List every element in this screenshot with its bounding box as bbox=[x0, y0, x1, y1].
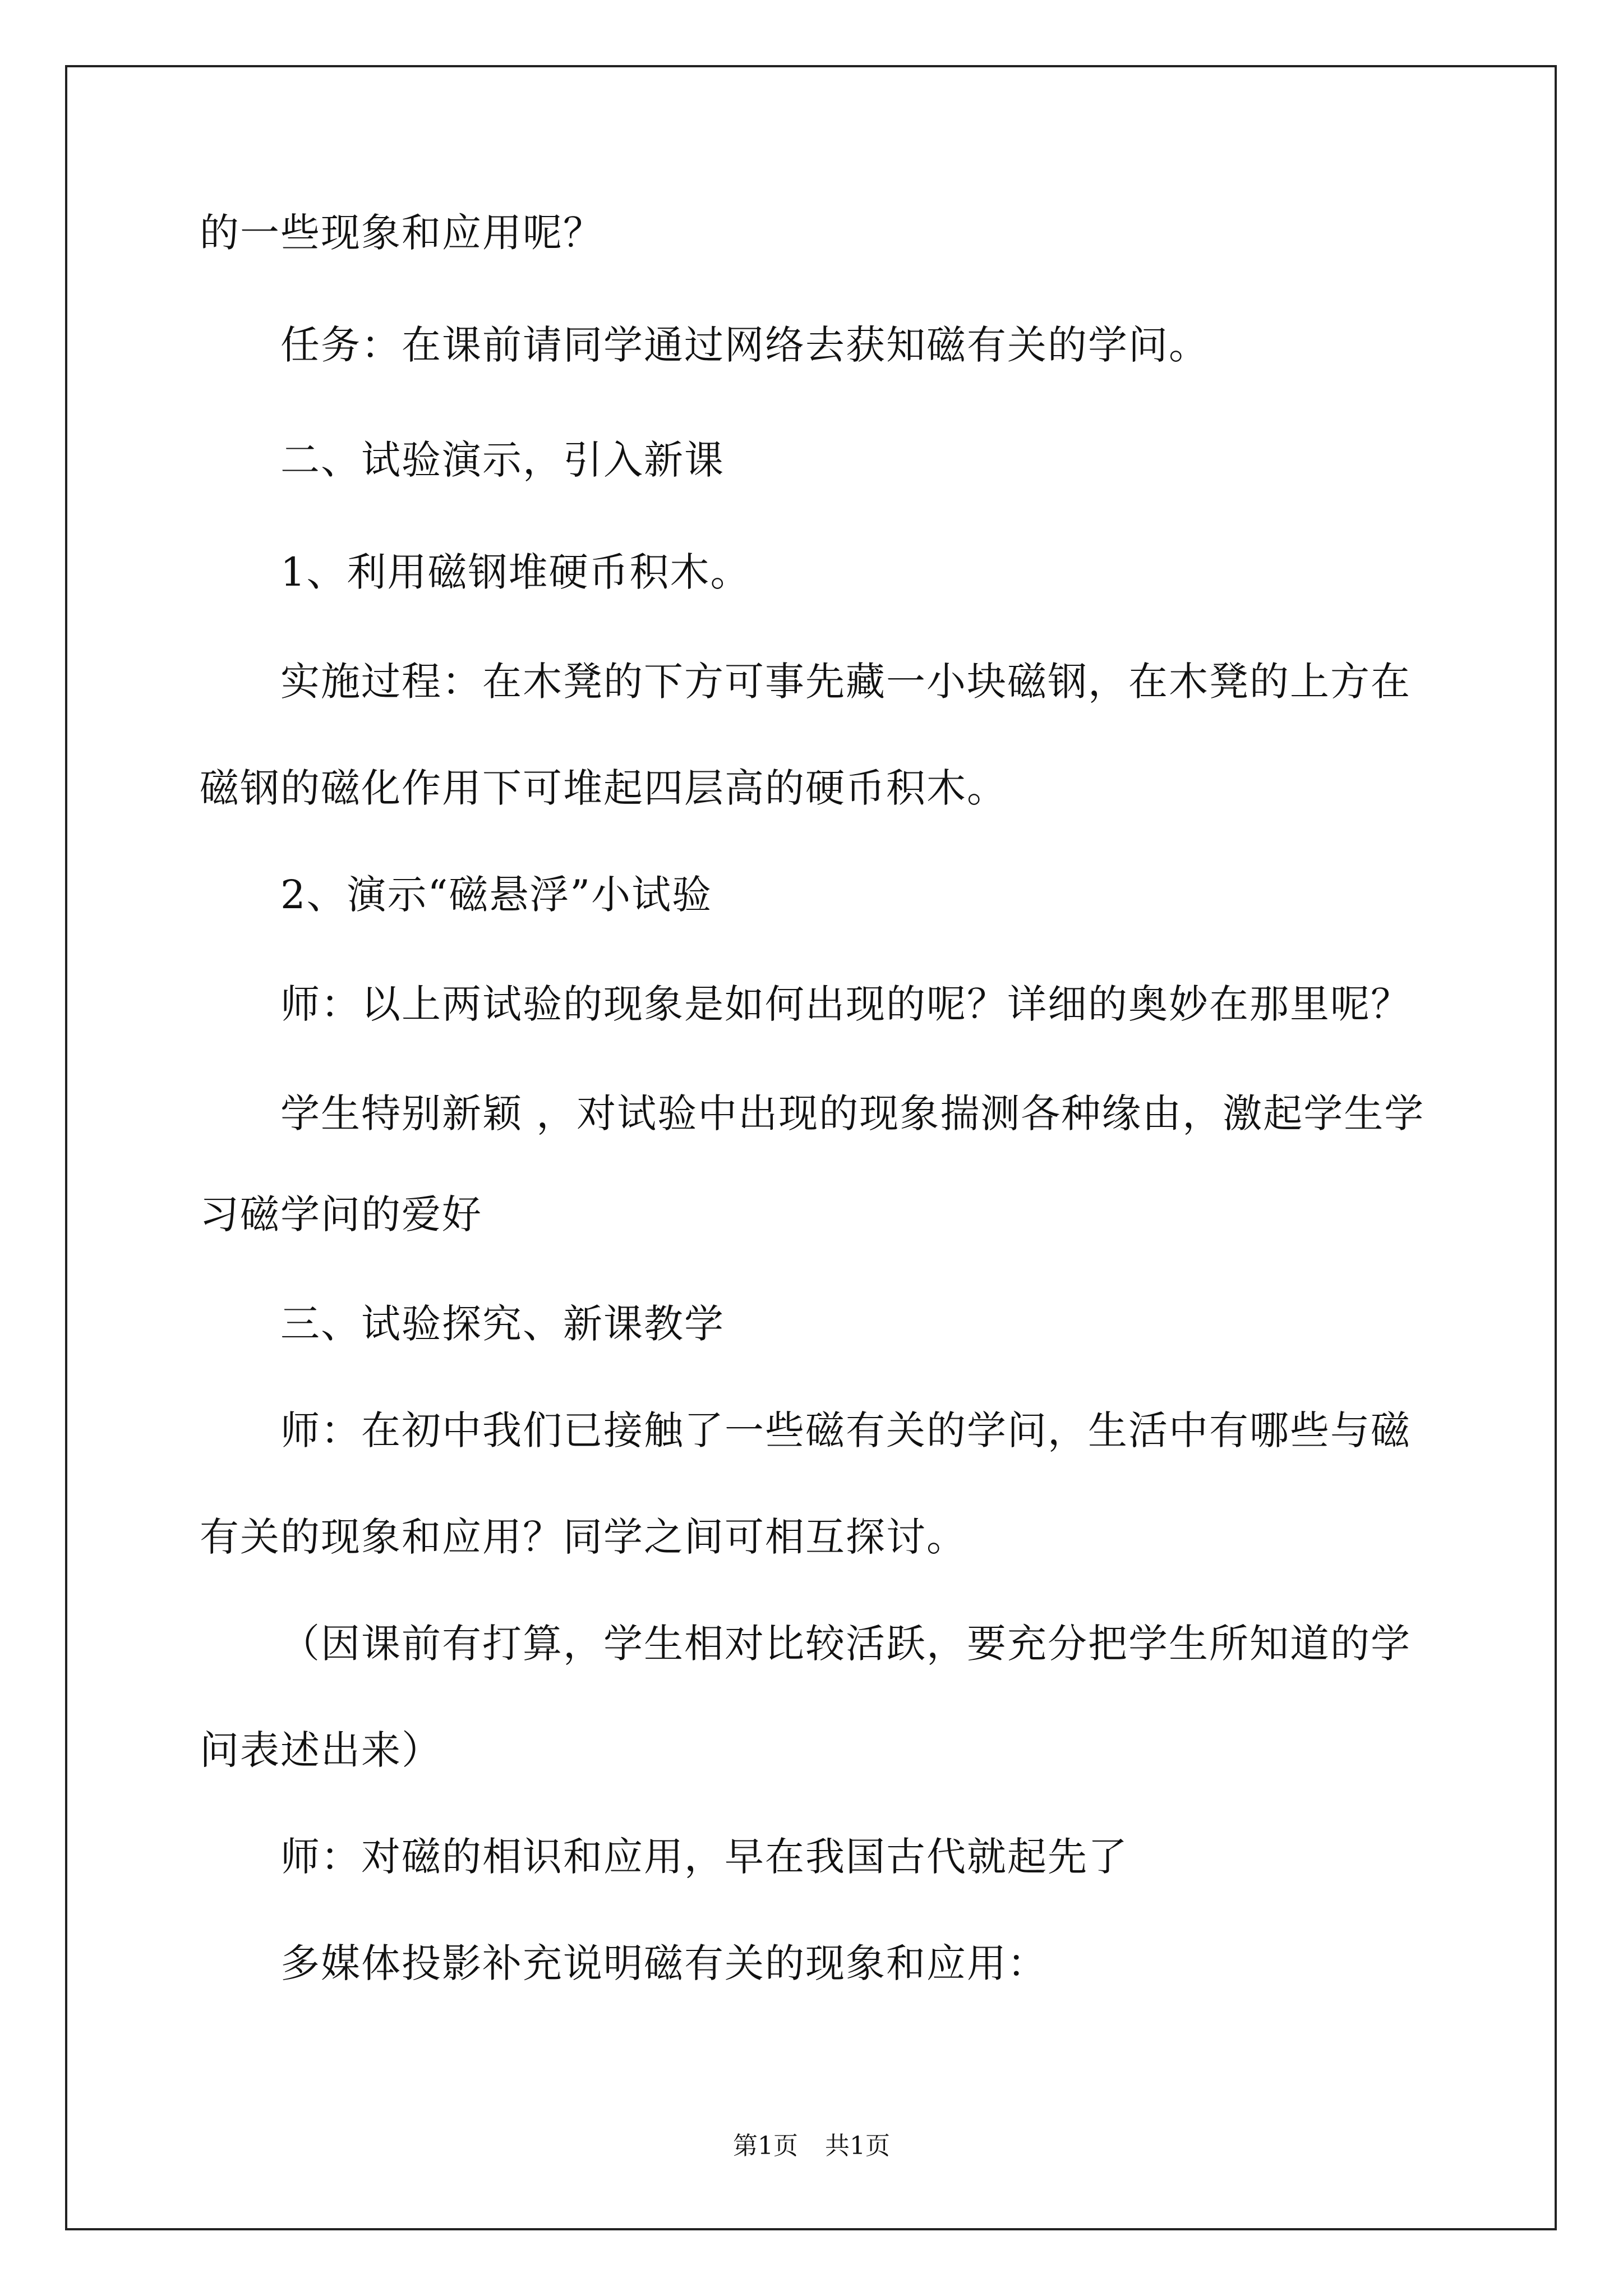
page-total: 共1页 bbox=[825, 2132, 890, 2160]
section-heading: 二、试验演示，引入新课 bbox=[280, 437, 725, 483]
text-line: 问表述出来） bbox=[200, 1727, 442, 1773]
text-line: 习磁学问的爱好 bbox=[200, 1191, 482, 1237]
text-line: 实施过程：在木凳的下方可事先藏一小块磁钢，在木凳的上方在 bbox=[280, 659, 1411, 705]
text-line: 学生特别新颖 ，对试验中出现的现象揣测各种缘由，激起学生学 bbox=[280, 1091, 1425, 1137]
section-heading: 三、试验探究、新课教学 bbox=[280, 1301, 725, 1347]
page-footer bbox=[0, 2129, 1623, 2163]
text-line: 师：对磁的相识和应用，早在我国古代就起先了 bbox=[280, 1834, 1128, 1880]
text-line: 1、利用磁钢堆硬币积木。 bbox=[280, 549, 751, 595]
page-border bbox=[65, 65, 1557, 2230]
text-line: 有关的现象和应用？同学之间可相互探讨。 bbox=[200, 1514, 967, 1560]
text-line: 磁钢的磁化作用下可堆起四层高的硬币积木。 bbox=[200, 765, 1007, 811]
text-line: 任务：在课前请同学通过网络去获知磁有关的学问。 bbox=[280, 322, 1209, 368]
text-line: 的一些现象和应用呢？ bbox=[200, 210, 603, 256]
page-number: 第1页 bbox=[733, 2132, 798, 2160]
text-line: 2、演示“磁悬浮”小试验 bbox=[280, 872, 713, 918]
text-line: 师：以上两试验的现象是如何出现的呢？详细的奥妙在那里呢？ bbox=[280, 981, 1411, 1027]
text-line: 师：在初中我们已接触了一些磁有关的学问，生活中有哪些与磁 bbox=[280, 1407, 1411, 1453]
text-line: 多媒体投影补充说明磁有关的现象和应用： bbox=[280, 1940, 1048, 1986]
text-line: （因课前有打算，学生相对比较活跃，要充分把学生所知道的学 bbox=[280, 1621, 1411, 1667]
